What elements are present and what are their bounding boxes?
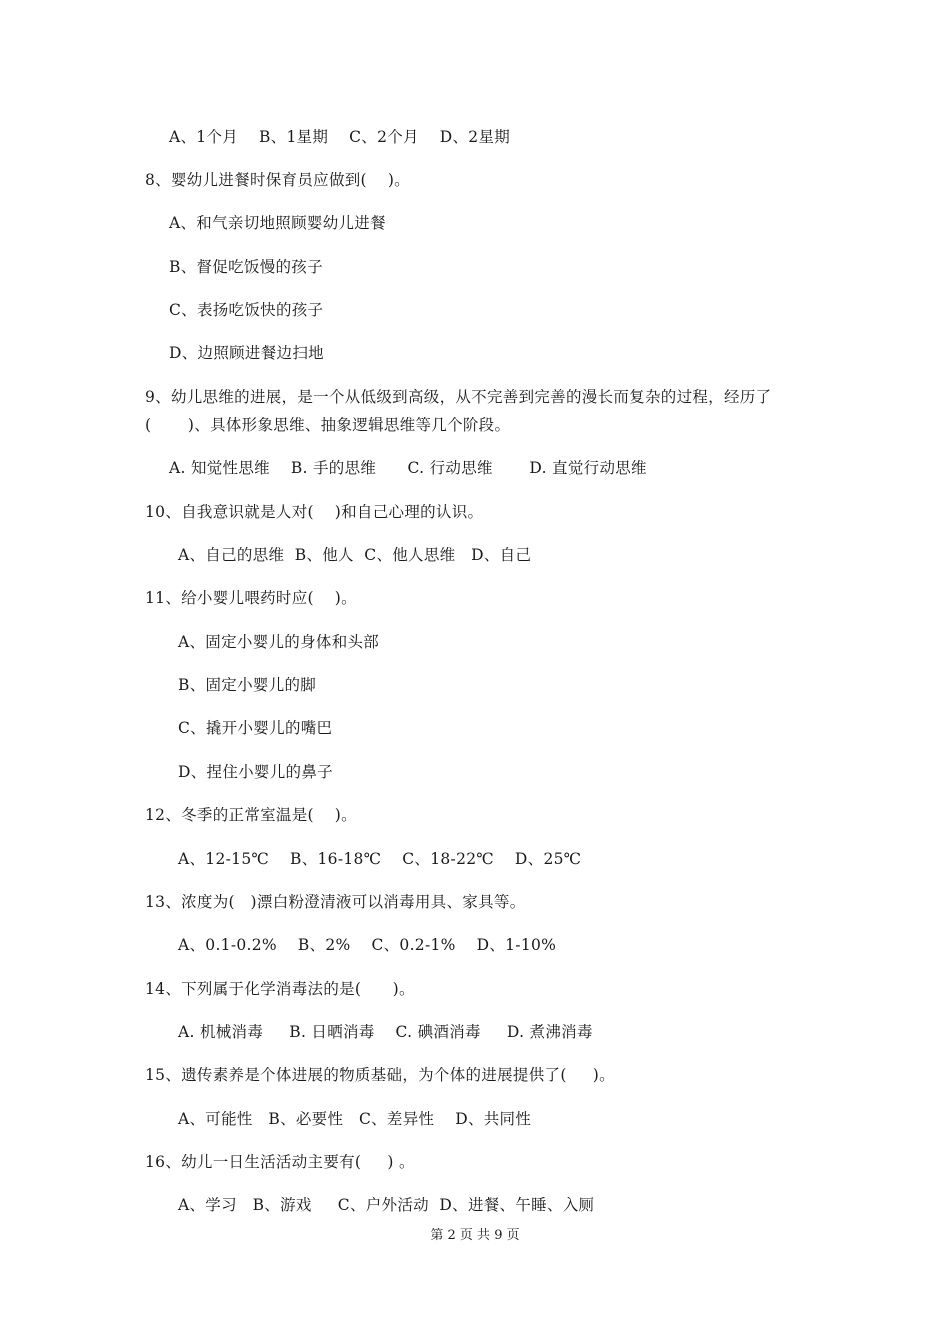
q11-question: 11、给小婴儿喂药时应( )。 bbox=[145, 589, 357, 607]
q11-option-a: A、固定小婴儿的身体和头部 bbox=[178, 633, 380, 651]
q15-question: 15、遗传素养是个体进展的物质基础，为个体的进展提供了( )。 bbox=[145, 1066, 615, 1084]
q9-options: A. 知觉性思维 B. 手的思维 C. 行动思维 D. 直觉行动思维 bbox=[169, 459, 647, 477]
q11-option-b: B、固定小婴儿的脚 bbox=[178, 676, 317, 694]
q13-question: 13、浓度为( )漂白粉澄清液可以消毒用具、家具等。 bbox=[145, 893, 526, 911]
q8-option-c: C、表扬吃饭快的孩子 bbox=[169, 301, 324, 319]
q9-question-line2: ( )、具体形象思维、抽象逻辑思维等几个阶段。 bbox=[145, 416, 511, 434]
q13-options: A、0.1-0.2% B、2% C、0.2-1% D、1-10% bbox=[178, 936, 557, 954]
page-footer: 第 2 页 共 9 页 bbox=[430, 1228, 520, 1243]
q10-question: 10、自我意识就是人对( )和自己心理的认识。 bbox=[145, 503, 484, 521]
q12-question: 12、冬季的正常室温是( )。 bbox=[145, 806, 357, 824]
q8-option-d: D、边照顾进餐边扫地 bbox=[169, 344, 324, 362]
q8-option-a: A、和气亲切地照顾婴幼儿进餐 bbox=[169, 214, 386, 232]
q11-option-c: C、撬开小婴儿的嘴巴 bbox=[178, 719, 333, 737]
q14-options: A. 机械消毒 B. 日晒消毒 C. 碘酒消毒 D. 煮沸消毒 bbox=[178, 1023, 593, 1041]
q8-question: 8、婴幼儿进餐时保育员应做到( )。 bbox=[145, 171, 410, 189]
q15-options: A、可能性 B、必要性 C、差异性 D、共同性 bbox=[178, 1110, 532, 1128]
q16-question: 16、幼儿一日生活活动主要有( ) 。 bbox=[145, 1153, 415, 1171]
q8-option-b: B、督促吃饭慢的孩子 bbox=[169, 258, 323, 276]
q12-options: A、12-15℃ B、16-18℃ C、18-22℃ D、25℃ bbox=[178, 850, 582, 868]
q11-option-d: D、捏住小婴儿的鼻子 bbox=[178, 763, 333, 781]
q9-question-line1: 9、幼儿思维的进展，是一个从低级到高级，从不完善到完善的漫长而复杂的过程，经历了 bbox=[145, 388, 772, 406]
q16-options: A、学习 B、游戏 C、户外活动 D、进餐、午睡、入厕 bbox=[178, 1196, 595, 1214]
q10-options: A、自己的思维 B、他人 C、他人思维 D、自己 bbox=[178, 546, 532, 564]
q14-question: 14、下列属于化学消毒法的是( )。 bbox=[145, 980, 415, 998]
q7-options: A、1个月 B、1星期 C、2个月 D、2星期 bbox=[169, 128, 511, 146]
